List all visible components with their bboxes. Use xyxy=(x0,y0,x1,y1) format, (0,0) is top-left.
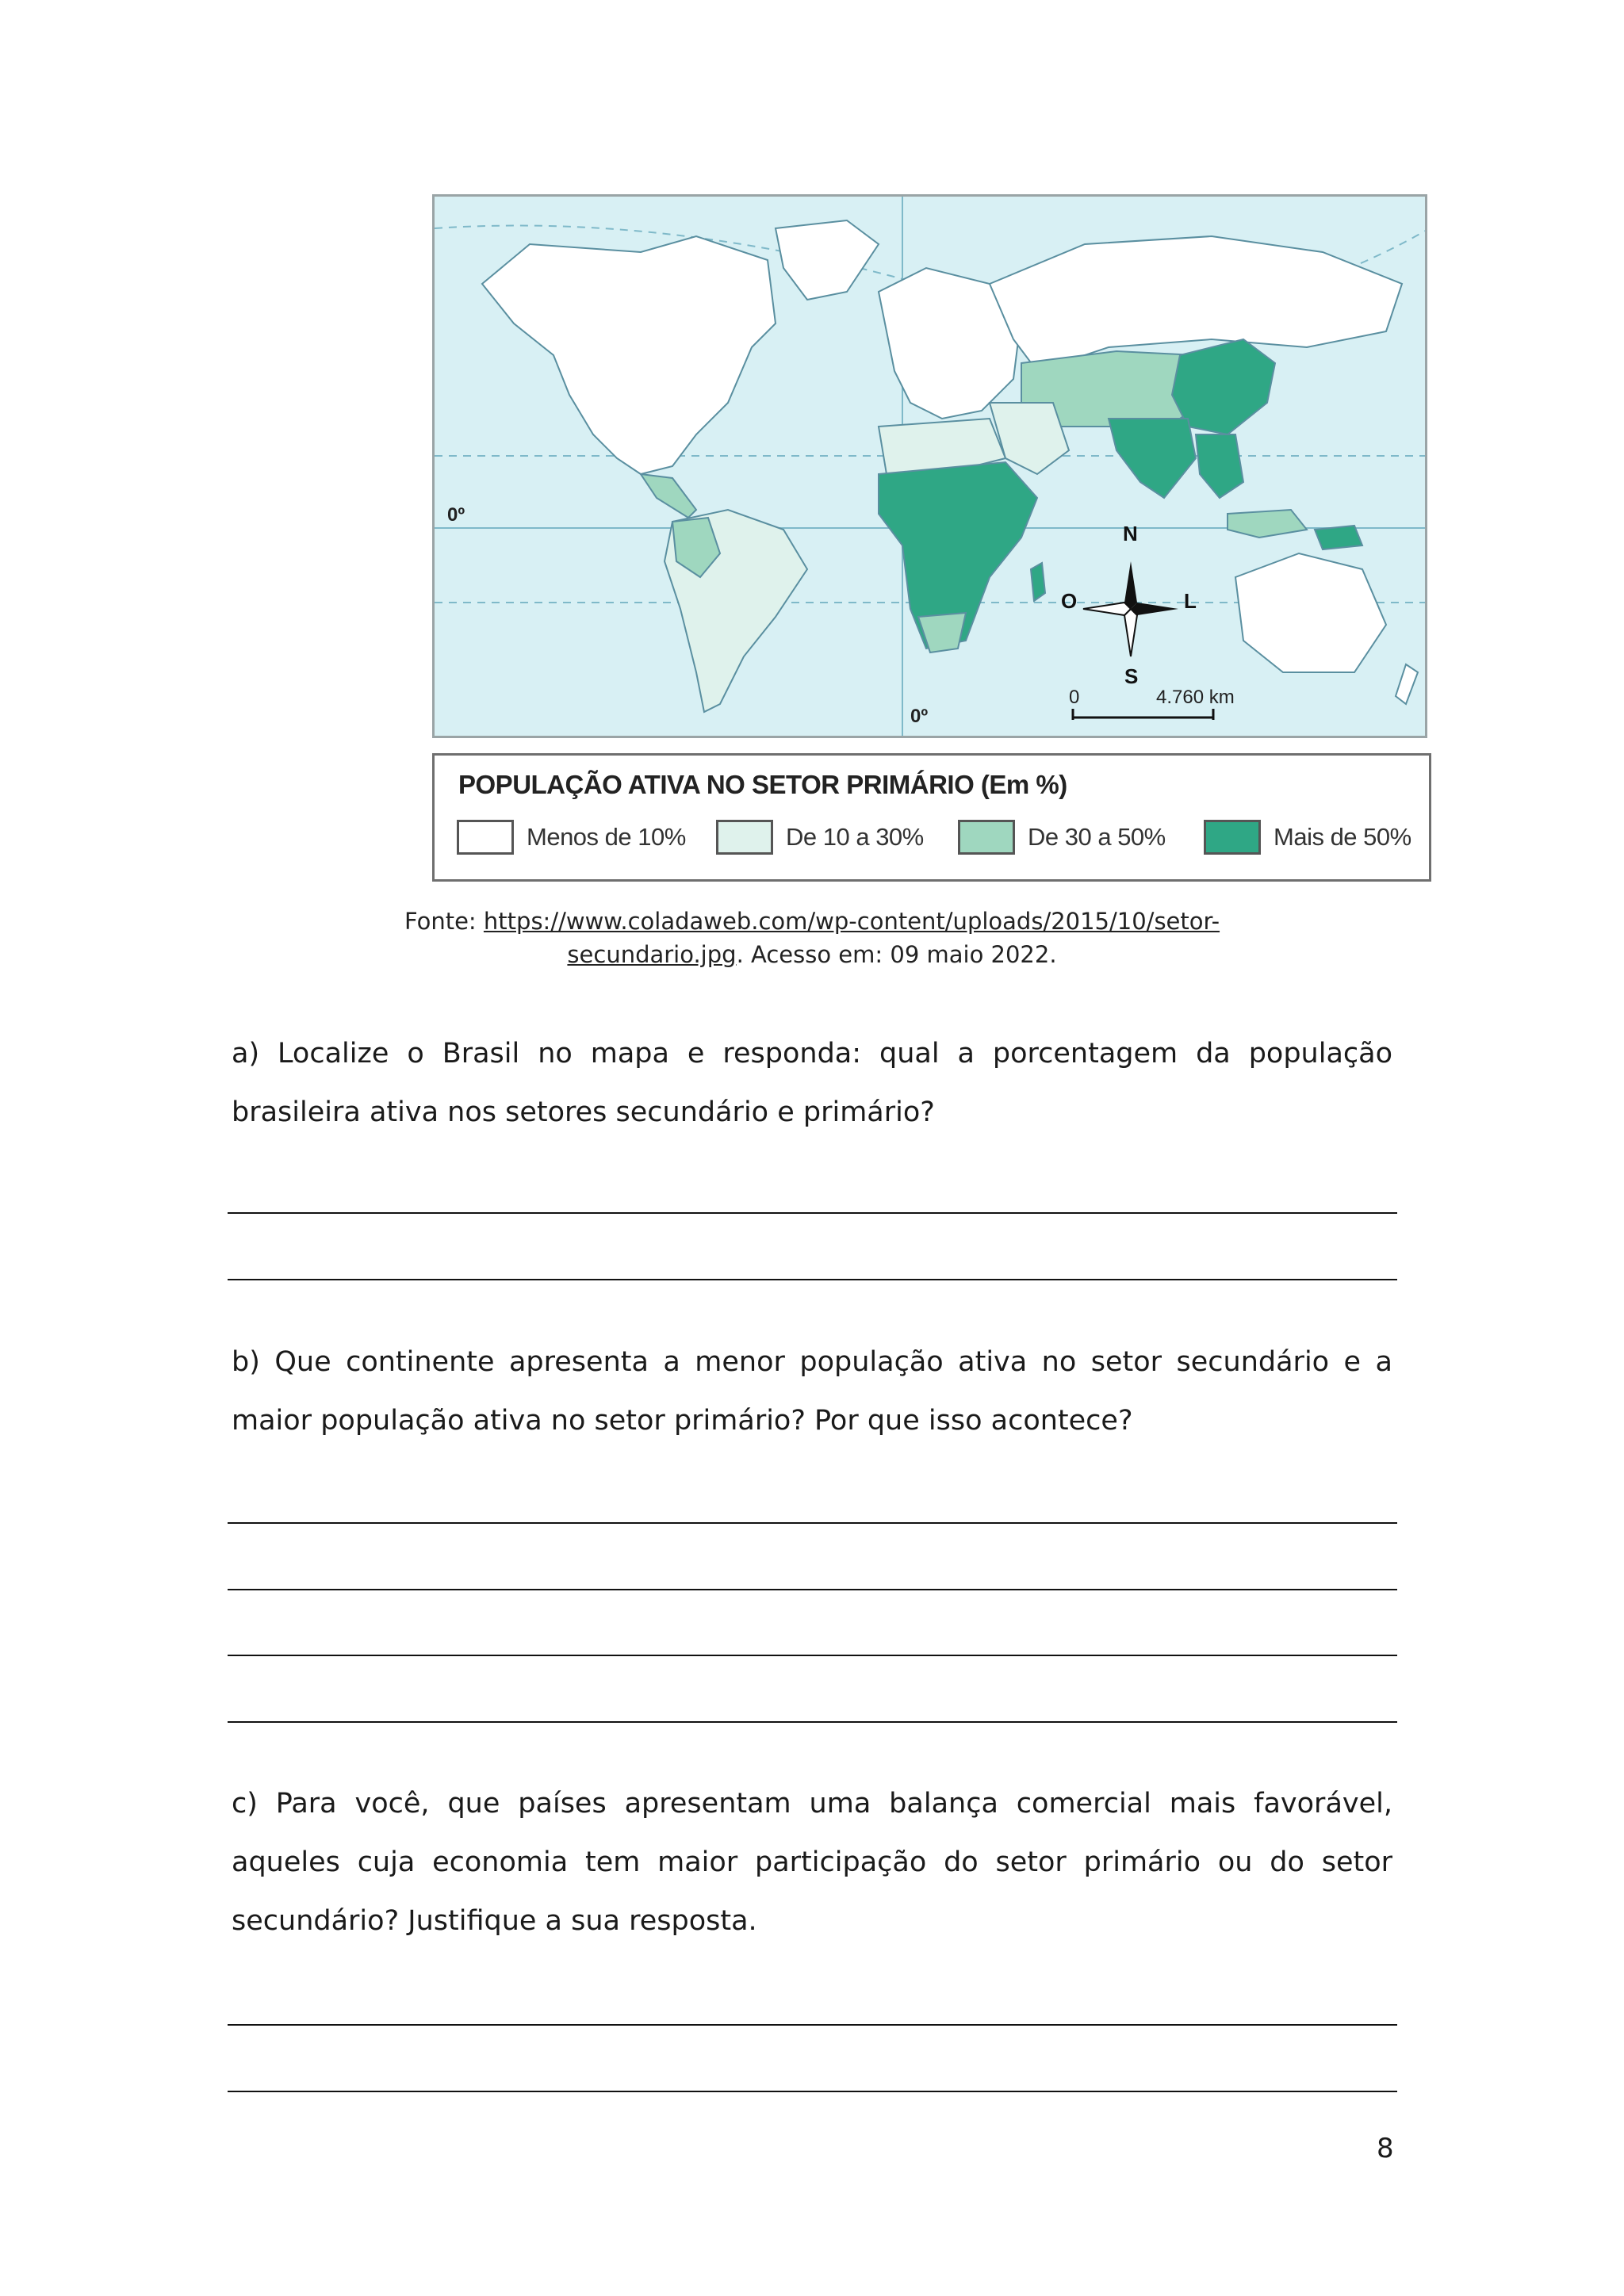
map-legend xyxy=(432,753,1431,882)
legend-swatch xyxy=(958,820,1015,855)
greenland xyxy=(776,220,879,300)
answer-line[interactable] xyxy=(228,1721,1397,1723)
meridian-label: 0º xyxy=(910,706,929,727)
legend-label: Mais de 50% xyxy=(1274,823,1411,851)
australia xyxy=(1235,553,1386,672)
world-map xyxy=(432,194,1427,738)
indonesia xyxy=(1228,510,1307,538)
legend-item-more-50 xyxy=(1204,817,1411,857)
answer-line[interactable] xyxy=(228,1279,1397,1280)
legend-label: De 10 a 30% xyxy=(786,823,924,851)
legend-item-30-50 xyxy=(958,817,1166,857)
scale-end: 4.760 km xyxy=(1156,687,1235,708)
legend-title: POPULAÇÃO ATIVA NO SETOR PRIMÁRIO (Em %) xyxy=(458,770,1067,799)
source-prefix: Fonte: xyxy=(404,908,477,935)
answer-line[interactable] xyxy=(228,1212,1397,1214)
new-zealand xyxy=(1396,664,1418,704)
compass-east: L xyxy=(1184,589,1197,613)
compass-north: N xyxy=(1123,522,1138,545)
legend-swatch xyxy=(457,820,514,855)
new-guinea xyxy=(1315,526,1362,549)
source-link[interactable]: https://www.coladaweb.com/wp-content/uploads/2015/10/setor- xyxy=(483,908,1220,935)
question-c: c) Para você, que países apresentam uma balança comercial mais favorável, aqueles cuja economia tem maior participação do setor primário ou do setor secundário? Justifique a sua resposta. xyxy=(232,1788,1392,1937)
legend-label: De 30 a 50% xyxy=(1028,823,1166,851)
compass-west: O xyxy=(1061,589,1078,613)
north-america xyxy=(482,236,776,474)
answer-line[interactable] xyxy=(228,1655,1397,1656)
legend-swatch xyxy=(1204,820,1261,855)
source-access-date: . Acesso em: 09 maio 2022. xyxy=(736,941,1057,968)
world-map-graphic xyxy=(435,197,1427,738)
page-number: 8 xyxy=(1377,2133,1394,2164)
answer-line[interactable] xyxy=(228,1522,1397,1524)
question-a: a) Localize o Brasil no mapa e responda: qual a porcentagem da população brasileira ativa nos setores secundário e primário? xyxy=(232,1038,1392,1128)
legend-swatch xyxy=(716,820,773,855)
question-b: b) Que continente apresenta a menor população ativa no setor secundário e a maior população ativa no setor primário? Por que isso acontece? xyxy=(232,1346,1392,1437)
source-line-1 xyxy=(0,908,1624,935)
scale-start: 0 xyxy=(1069,687,1080,708)
legend-item-10-30 xyxy=(716,817,924,857)
answer-line[interactable] xyxy=(228,2091,1397,2092)
madagascar xyxy=(1031,563,1045,601)
southeast-asia xyxy=(1196,434,1243,498)
scale-bar xyxy=(1073,709,1213,720)
compass-south: S xyxy=(1124,664,1139,688)
answer-line[interactable] xyxy=(228,1589,1397,1590)
compass-rose xyxy=(1083,561,1178,656)
south-asia xyxy=(1109,419,1196,498)
legend-item-less-10 xyxy=(457,817,686,857)
legend-label: Menos de 10% xyxy=(527,823,686,851)
answer-line[interactable] xyxy=(228,2024,1397,2026)
source-line-2 xyxy=(0,941,1624,968)
equator-label: 0º xyxy=(447,504,465,526)
central-america xyxy=(641,474,696,518)
source-link-continued[interactable]: secundario.jpg xyxy=(567,941,737,968)
